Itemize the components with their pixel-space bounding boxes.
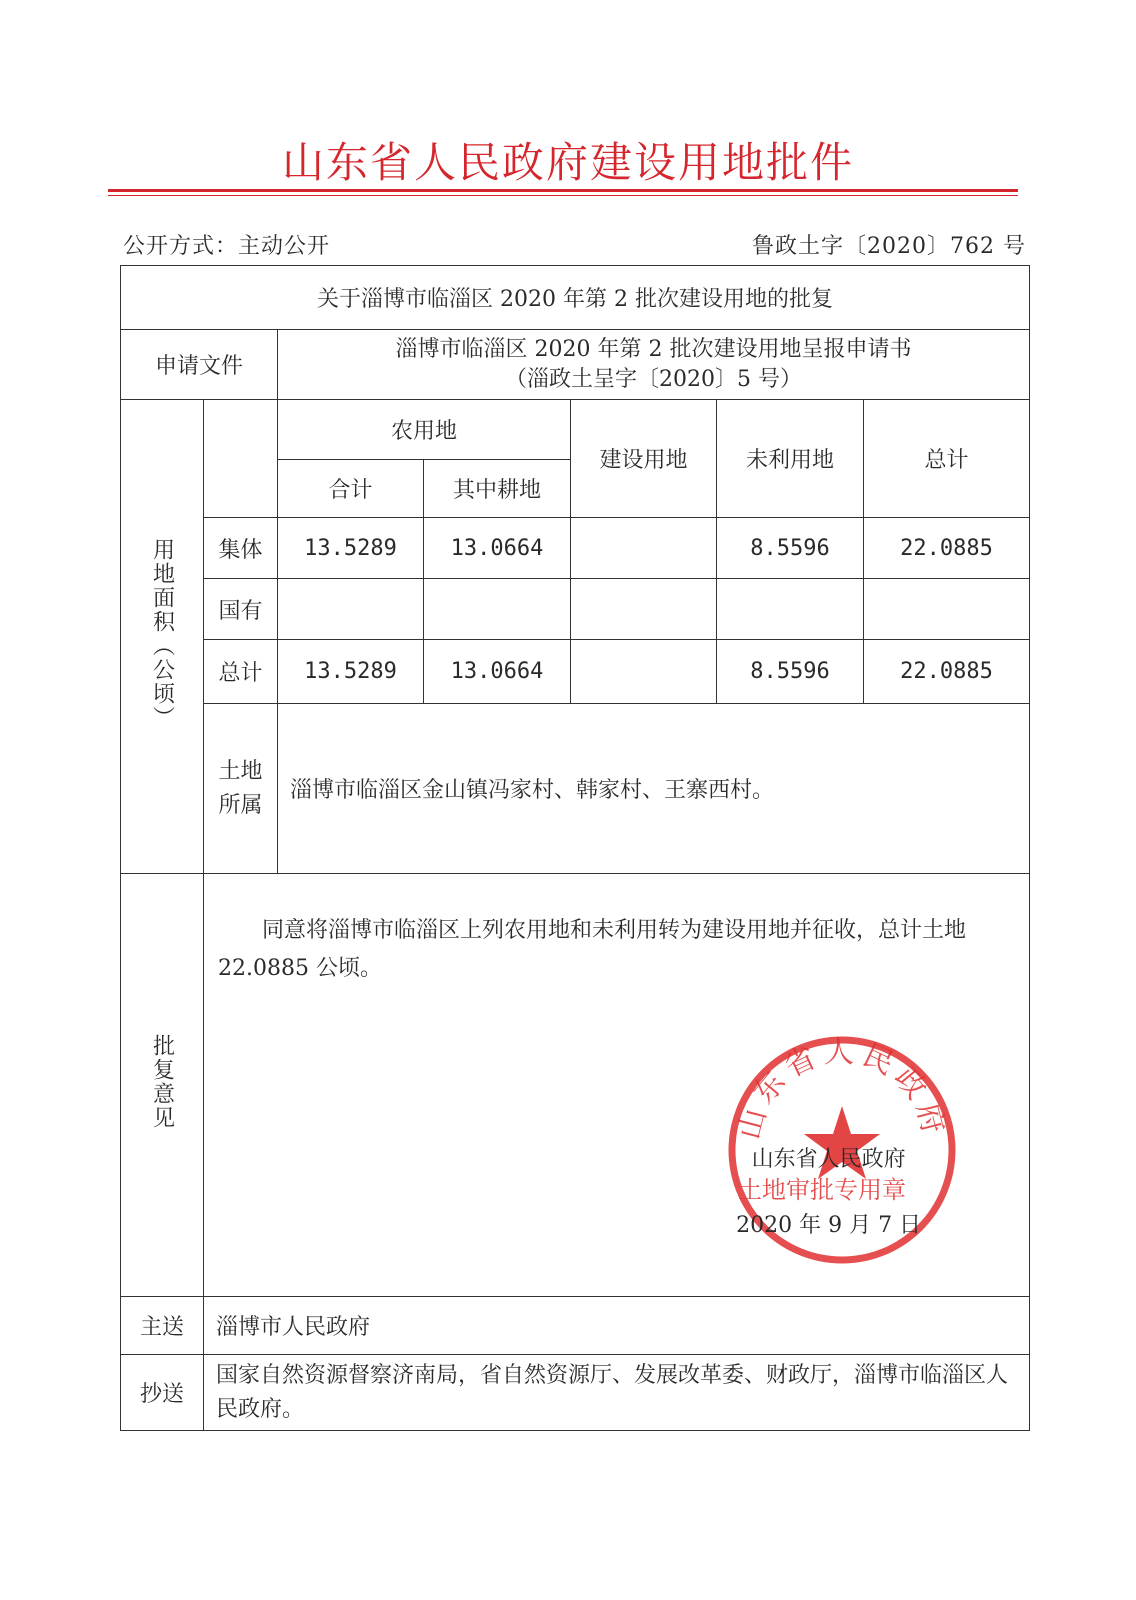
cell-construction [571,640,717,704]
document-title: 山东省人民政府建设用地批件 [281,138,854,187]
row-label: 国有 [204,579,278,640]
cell-total: 22.0885 [864,640,1030,704]
cell-subtotal [278,579,424,640]
opinion-label: 批复意见 [149,1034,175,1130]
title-rule-thin [108,195,1018,196]
cell-unused [717,579,864,640]
main-send-label: 主送 [121,1297,204,1355]
area-label: 用地面积（公顷） [149,537,175,730]
cell-unused: 8.5596 [717,640,864,704]
disclosure-mode: 公开方式：主动公开 [123,234,331,259]
application-value [278,330,1030,400]
application-label: 申请文件 [121,330,278,400]
header-cultivated: 其中耕地 [424,460,571,518]
cell-construction [571,518,717,579]
header-total: 总计 [864,400,1030,518]
title-rule-thick [108,189,1018,192]
header-unused: 未利用地 [717,400,864,518]
header-subtotal: 合计 [278,460,424,518]
cell-total [864,579,1030,640]
table-row [121,518,1030,579]
seal-center-text: 土地审批专用章 [738,1176,906,1204]
application-line-1: 淄博市临淄区 2020 年第 2 批次建设用地呈报申请书 [395,336,912,362]
application-line-2: （淄政土呈字〔2020〕5 号） [505,366,803,392]
cell-cultivated: 13.0664 [424,640,571,704]
approval-form-table [120,265,1030,1431]
main-send-value: 淄博市人民政府 [204,1297,1030,1355]
cell-unused: 8.5596 [717,518,864,579]
seal-arc-text: 山东省人民政府 [731,1035,953,1143]
area-label-cell [121,400,204,874]
row-label: 集体 [204,518,278,579]
cc-value: 国家自然资源督察济南局，省自然资源厅、发展改革委、财政厅，淄博市临淄区人民政府。 [204,1355,1030,1431]
cell-cultivated [424,579,571,640]
cell-cultivated: 13.0664 [424,518,571,579]
opinion-text: 同意将淄博市临淄区上列农用地和未利用转为建设用地并征收，总计土地 22.0885 公顷。 [218,918,967,981]
ownership-label-line-1: 土地 [218,758,263,784]
ownership-value: 淄博市临淄区金山镇冯家村、韩家村、王寨西村。 [278,704,1030,874]
blank-corner [204,400,278,518]
cc-label: 抄送 [121,1355,204,1431]
cell-total: 22.0885 [864,518,1030,579]
table-row [121,579,1030,640]
ownership-label-line-2: 所属 [218,792,263,818]
signature-block [736,1142,921,1244]
sign-date: 2020 年 9 月 7 日 [736,1213,922,1238]
subject-text: 关于淄博市临淄区 2020 年第 2 批次建设用地的批复 [317,287,834,312]
cell-subtotal: 13.5289 [278,518,424,579]
opinion-label-cell [121,874,204,1297]
header-construction: 建设用地 [571,400,717,518]
header-farmland: 农用地 [278,400,571,460]
cell-construction [571,579,717,640]
document-number: 鲁政土字〔2020〕762 号 [752,234,1026,259]
row-label: 总计 [204,640,278,704]
opinion-cell [204,874,1030,1297]
ownership-label [204,704,278,874]
cell-subtotal: 13.5289 [278,640,424,704]
sign-organization: 山东省人民政府 [751,1147,906,1172]
subject-cell [121,266,1030,330]
table-row [121,640,1030,704]
